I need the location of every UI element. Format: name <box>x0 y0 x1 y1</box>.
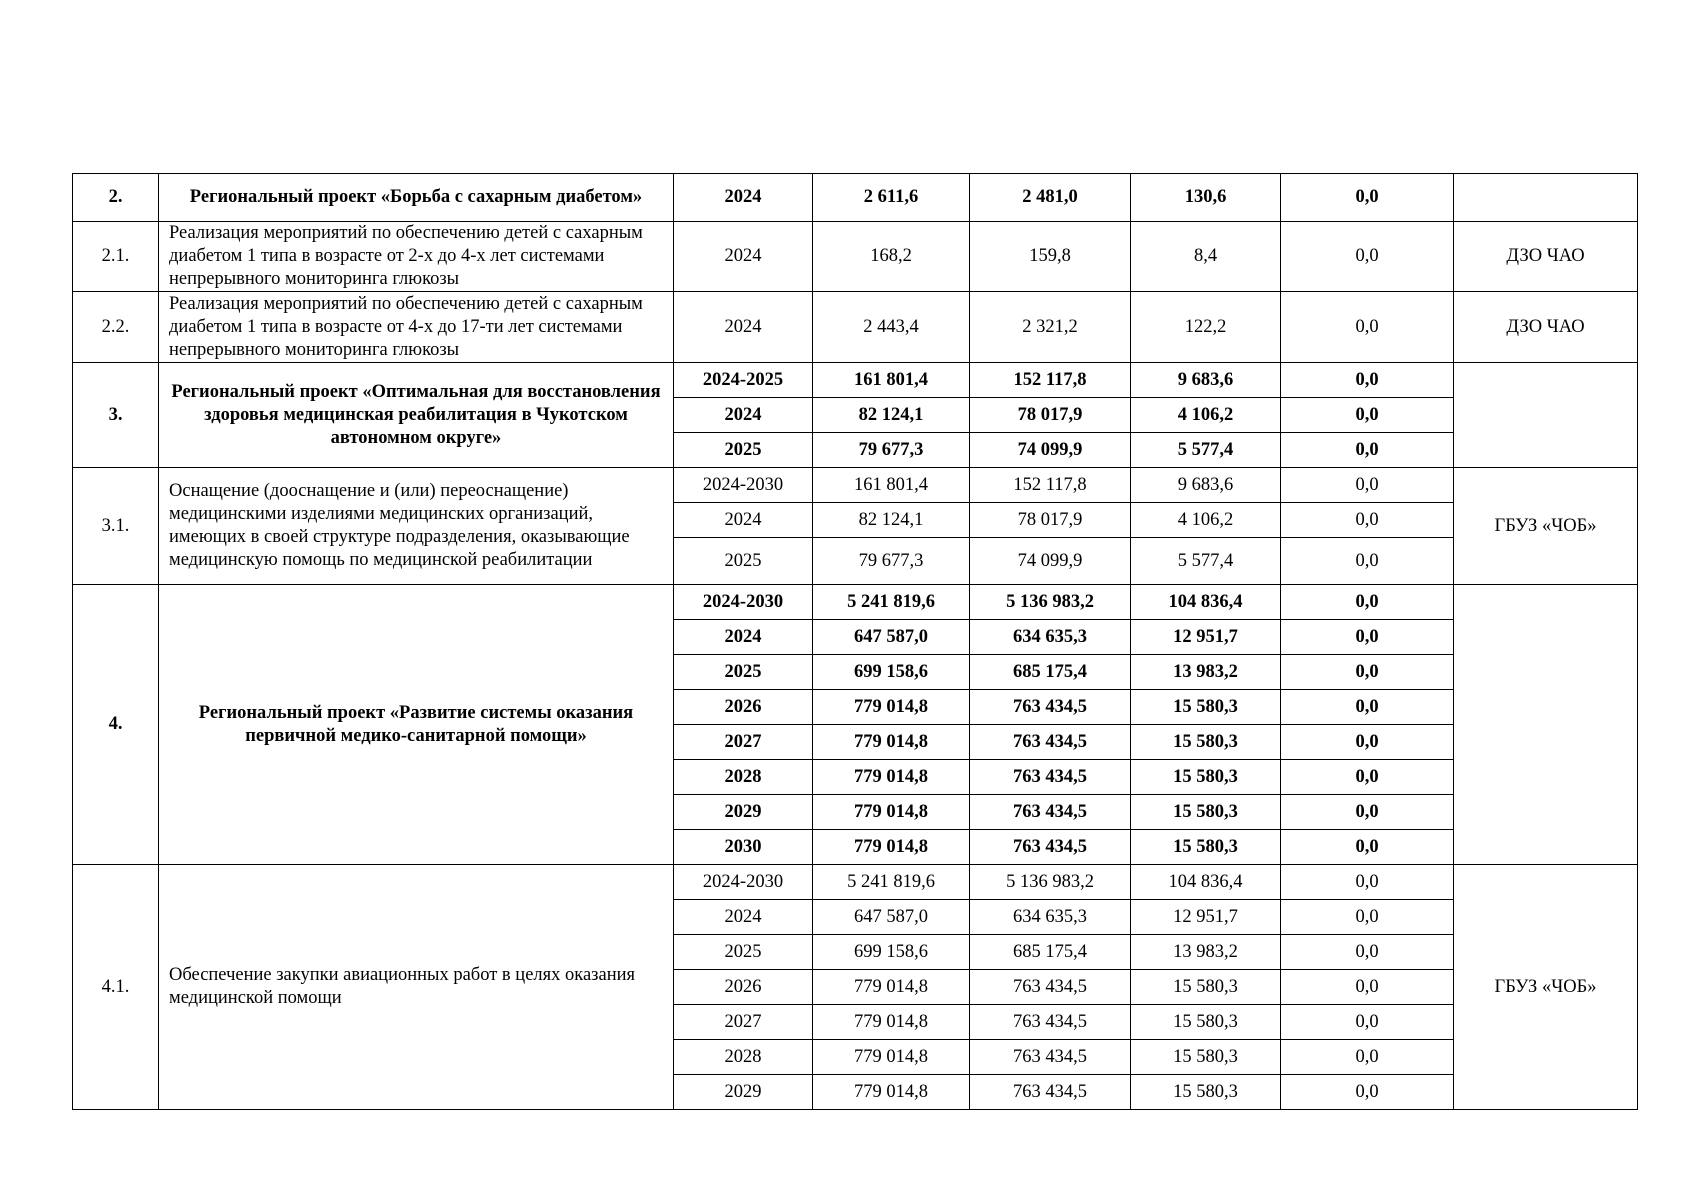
other-sources-cell: 0,0 <box>1281 900 1454 935</box>
period-cell: 2025 <box>674 935 813 970</box>
project-row <box>73 363 1638 398</box>
period-cell: 2024-2030 <box>674 585 813 620</box>
other-sources-cell: 0,0 <box>1281 690 1454 725</box>
total-amount-cell: 79 677,3 <box>813 433 970 468</box>
federal-budget-cell: 763 434,5 <box>970 690 1131 725</box>
total-amount-cell: 79 677,3 <box>813 538 970 585</box>
period-cell: 2024 <box>674 503 813 538</box>
period-cell: 2028 <box>674 760 813 795</box>
period-cell: 2027 <box>674 725 813 760</box>
period-cell: 2024 <box>674 900 813 935</box>
period-cell: 2029 <box>674 1075 813 1110</box>
federal-budget-cell: 763 434,5 <box>970 830 1131 865</box>
federal-budget-cell: 763 434,5 <box>970 1075 1131 1110</box>
period-cell: 2024 <box>674 222 813 292</box>
total-amount-cell: 2 443,4 <box>813 292 970 363</box>
federal-budget-cell: 634 635,3 <box>970 620 1131 655</box>
total-amount-cell: 699 158,6 <box>813 655 970 690</box>
project-row <box>73 174 1638 222</box>
federal-budget-cell: 5 136 983,2 <box>970 865 1131 900</box>
period-cell: 2024 <box>674 620 813 655</box>
total-amount-cell: 779 014,8 <box>813 795 970 830</box>
period-cell: 2024 <box>674 174 813 222</box>
period-cell: 2024 <box>674 292 813 363</box>
regional-budget-cell: 12 951,7 <box>1131 900 1281 935</box>
activity-description: Оснащение (дооснащение и (или) переоснащение) медицинскими изделиями медицинских организаций, имеющих в своей структуре подразделения, оказывающие медицинскую помощь по медицинской реабилитации <box>159 468 674 585</box>
other-sources-cell: 0,0 <box>1281 760 1454 795</box>
other-sources-cell: 0,0 <box>1281 830 1454 865</box>
regional-budget-cell: 15 580,3 <box>1131 690 1281 725</box>
executor-cell <box>1454 585 1638 865</box>
regional-budget-cell: 104 836,4 <box>1131 585 1281 620</box>
federal-budget-cell: 763 434,5 <box>970 725 1131 760</box>
other-sources-cell: 0,0 <box>1281 620 1454 655</box>
regional-budget-cell: 4 106,2 <box>1131 503 1281 538</box>
total-amount-cell: 779 014,8 <box>813 830 970 865</box>
federal-budget-cell: 2 321,2 <box>970 292 1131 363</box>
regional-budget-cell: 13 983,2 <box>1131 655 1281 690</box>
total-amount-cell: 779 014,8 <box>813 760 970 795</box>
regional-budget-cell: 5 577,4 <box>1131 433 1281 468</box>
total-amount-cell: 161 801,4 <box>813 468 970 503</box>
period-cell: 2029 <box>674 795 813 830</box>
other-sources-cell: 0,0 <box>1281 935 1454 970</box>
total-amount-cell: 779 014,8 <box>813 725 970 760</box>
regional-budget-cell: 13 983,2 <box>1131 935 1281 970</box>
executor-cell <box>1454 363 1638 468</box>
other-sources-cell: 0,0 <box>1281 725 1454 760</box>
budget-table <box>72 173 1638 1110</box>
executor-cell: ГБУЗ «ЧОБ» <box>1454 865 1638 1110</box>
period-cell: 2024-2030 <box>674 468 813 503</box>
total-amount-cell: 161 801,4 <box>813 363 970 398</box>
regional-budget-cell: 15 580,3 <box>1131 795 1281 830</box>
executor-cell: ДЗО ЧАО <box>1454 222 1638 292</box>
federal-budget-cell: 74 099,9 <box>970 433 1131 468</box>
row-number: 2. <box>73 174 159 222</box>
activity-description: Обеспечение закупки авиационных работ в целях оказания медицинской помощи <box>159 865 674 1110</box>
regional-budget-cell: 130,6 <box>1131 174 1281 222</box>
executor-cell: ГБУЗ «ЧОБ» <box>1454 468 1638 585</box>
other-sources-cell: 0,0 <box>1281 1005 1454 1040</box>
other-sources-cell: 0,0 <box>1281 865 1454 900</box>
regional-budget-cell: 15 580,3 <box>1131 760 1281 795</box>
period-cell: 2024-2025 <box>674 363 813 398</box>
period-cell: 2028 <box>674 1040 813 1075</box>
other-sources-cell: 0,0 <box>1281 1075 1454 1110</box>
project-row <box>73 585 1638 620</box>
activity-description: Реализация мероприятий по обеспечению детей с сахарным диабетом 1 типа в возрасте от 4-х до 17-ти лет системами непрерывного мониторинга глюкозы <box>159 292 674 363</box>
total-amount-cell: 699 158,6 <box>813 935 970 970</box>
total-amount-cell: 779 014,8 <box>813 970 970 1005</box>
federal-budget-cell: 78 017,9 <box>970 398 1131 433</box>
total-amount-cell: 779 014,8 <box>813 690 970 725</box>
regional-budget-cell: 9 683,6 <box>1131 363 1281 398</box>
regional-budget-cell: 15 580,3 <box>1131 830 1281 865</box>
activity-row <box>73 222 1638 292</box>
federal-budget-cell: 763 434,5 <box>970 1040 1131 1075</box>
activity-row <box>73 865 1638 900</box>
period-cell: 2027 <box>674 1005 813 1040</box>
federal-budget-cell: 5 136 983,2 <box>970 585 1131 620</box>
period-cell: 2026 <box>674 970 813 1005</box>
executor-cell: ДЗО ЧАО <box>1454 292 1638 363</box>
federal-budget-cell: 763 434,5 <box>970 970 1131 1005</box>
total-amount-cell: 168,2 <box>813 222 970 292</box>
other-sources-cell: 0,0 <box>1281 970 1454 1005</box>
activity-description: Реализация мероприятий по обеспечению детей с сахарным диабетом 1 типа в возрасте от 2-х до 4-х лет системами непрерывного мониторинга глюкозы <box>159 222 674 292</box>
other-sources-cell: 0,0 <box>1281 174 1454 222</box>
federal-budget-cell: 685 175,4 <box>970 935 1131 970</box>
regional-budget-cell: 5 577,4 <box>1131 538 1281 585</box>
other-sources-cell: 0,0 <box>1281 538 1454 585</box>
total-amount-cell: 779 014,8 <box>813 1075 970 1110</box>
other-sources-cell: 0,0 <box>1281 1040 1454 1075</box>
federal-budget-cell: 152 117,8 <box>970 468 1131 503</box>
period-cell: 2024 <box>674 398 813 433</box>
total-amount-cell: 82 124,1 <box>813 503 970 538</box>
total-amount-cell: 647 587,0 <box>813 900 970 935</box>
federal-budget-cell: 74 099,9 <box>970 538 1131 585</box>
row-number: 2.1. <box>73 222 159 292</box>
activity-row <box>73 468 1638 503</box>
period-cell: 2026 <box>674 690 813 725</box>
regional-budget-cell: 9 683,6 <box>1131 468 1281 503</box>
other-sources-cell: 0,0 <box>1281 363 1454 398</box>
other-sources-cell: 0,0 <box>1281 433 1454 468</box>
other-sources-cell: 0,0 <box>1281 585 1454 620</box>
federal-budget-cell: 763 434,5 <box>970 1005 1131 1040</box>
project-title: Региональный проект «Борьба с сахарным диабетом» <box>159 174 674 222</box>
federal-budget-cell: 685 175,4 <box>970 655 1131 690</box>
regional-budget-cell: 15 580,3 <box>1131 1040 1281 1075</box>
project-title: Региональный проект «Развитие системы оказания первичной медико-санитарной помощи» <box>159 585 674 865</box>
regional-budget-cell: 15 580,3 <box>1131 725 1281 760</box>
total-amount-cell: 82 124,1 <box>813 398 970 433</box>
other-sources-cell: 0,0 <box>1281 655 1454 690</box>
project-title: Региональный проект «Оптимальная для восстановления здоровья медицинская реабилитация в Чукотском автономном округе» <box>159 363 674 468</box>
period-cell: 2024-2030 <box>674 865 813 900</box>
federal-budget-cell: 634 635,3 <box>970 900 1131 935</box>
period-cell: 2030 <box>674 830 813 865</box>
period-cell: 2025 <box>674 655 813 690</box>
total-amount-cell: 2 611,6 <box>813 174 970 222</box>
period-cell: 2025 <box>674 538 813 585</box>
regional-budget-cell: 15 580,3 <box>1131 970 1281 1005</box>
row-number: 2.2. <box>73 292 159 363</box>
period-cell: 2025 <box>674 433 813 468</box>
total-amount-cell: 779 014,8 <box>813 1005 970 1040</box>
other-sources-cell: 0,0 <box>1281 398 1454 433</box>
regional-budget-cell: 12 951,7 <box>1131 620 1281 655</box>
row-number: 3.1. <box>73 468 159 585</box>
other-sources-cell: 0,0 <box>1281 468 1454 503</box>
federal-budget-cell: 152 117,8 <box>970 363 1131 398</box>
other-sources-cell: 0,0 <box>1281 503 1454 538</box>
row-number: 4. <box>73 585 159 865</box>
federal-budget-cell: 763 434,5 <box>970 795 1131 830</box>
regional-budget-cell: 4 106,2 <box>1131 398 1281 433</box>
regional-budget-cell: 8,4 <box>1131 222 1281 292</box>
other-sources-cell: 0,0 <box>1281 222 1454 292</box>
row-number: 3. <box>73 363 159 468</box>
regional-budget-cell: 104 836,4 <box>1131 865 1281 900</box>
federal-budget-cell: 2 481,0 <box>970 174 1131 222</box>
activity-row <box>73 292 1638 363</box>
regional-budget-cell: 122,2 <box>1131 292 1281 363</box>
other-sources-cell: 0,0 <box>1281 292 1454 363</box>
executor-cell <box>1454 174 1638 222</box>
total-amount-cell: 647 587,0 <box>813 620 970 655</box>
other-sources-cell: 0,0 <box>1281 795 1454 830</box>
total-amount-cell: 779 014,8 <box>813 1040 970 1075</box>
federal-budget-cell: 159,8 <box>970 222 1131 292</box>
regional-budget-cell: 15 580,3 <box>1131 1075 1281 1110</box>
row-number: 4.1. <box>73 865 159 1110</box>
federal-budget-cell: 763 434,5 <box>970 760 1131 795</box>
total-amount-cell: 5 241 819,6 <box>813 865 970 900</box>
federal-budget-cell: 78 017,9 <box>970 503 1131 538</box>
total-amount-cell: 5 241 819,6 <box>813 585 970 620</box>
regional-budget-cell: 15 580,3 <box>1131 1005 1281 1040</box>
